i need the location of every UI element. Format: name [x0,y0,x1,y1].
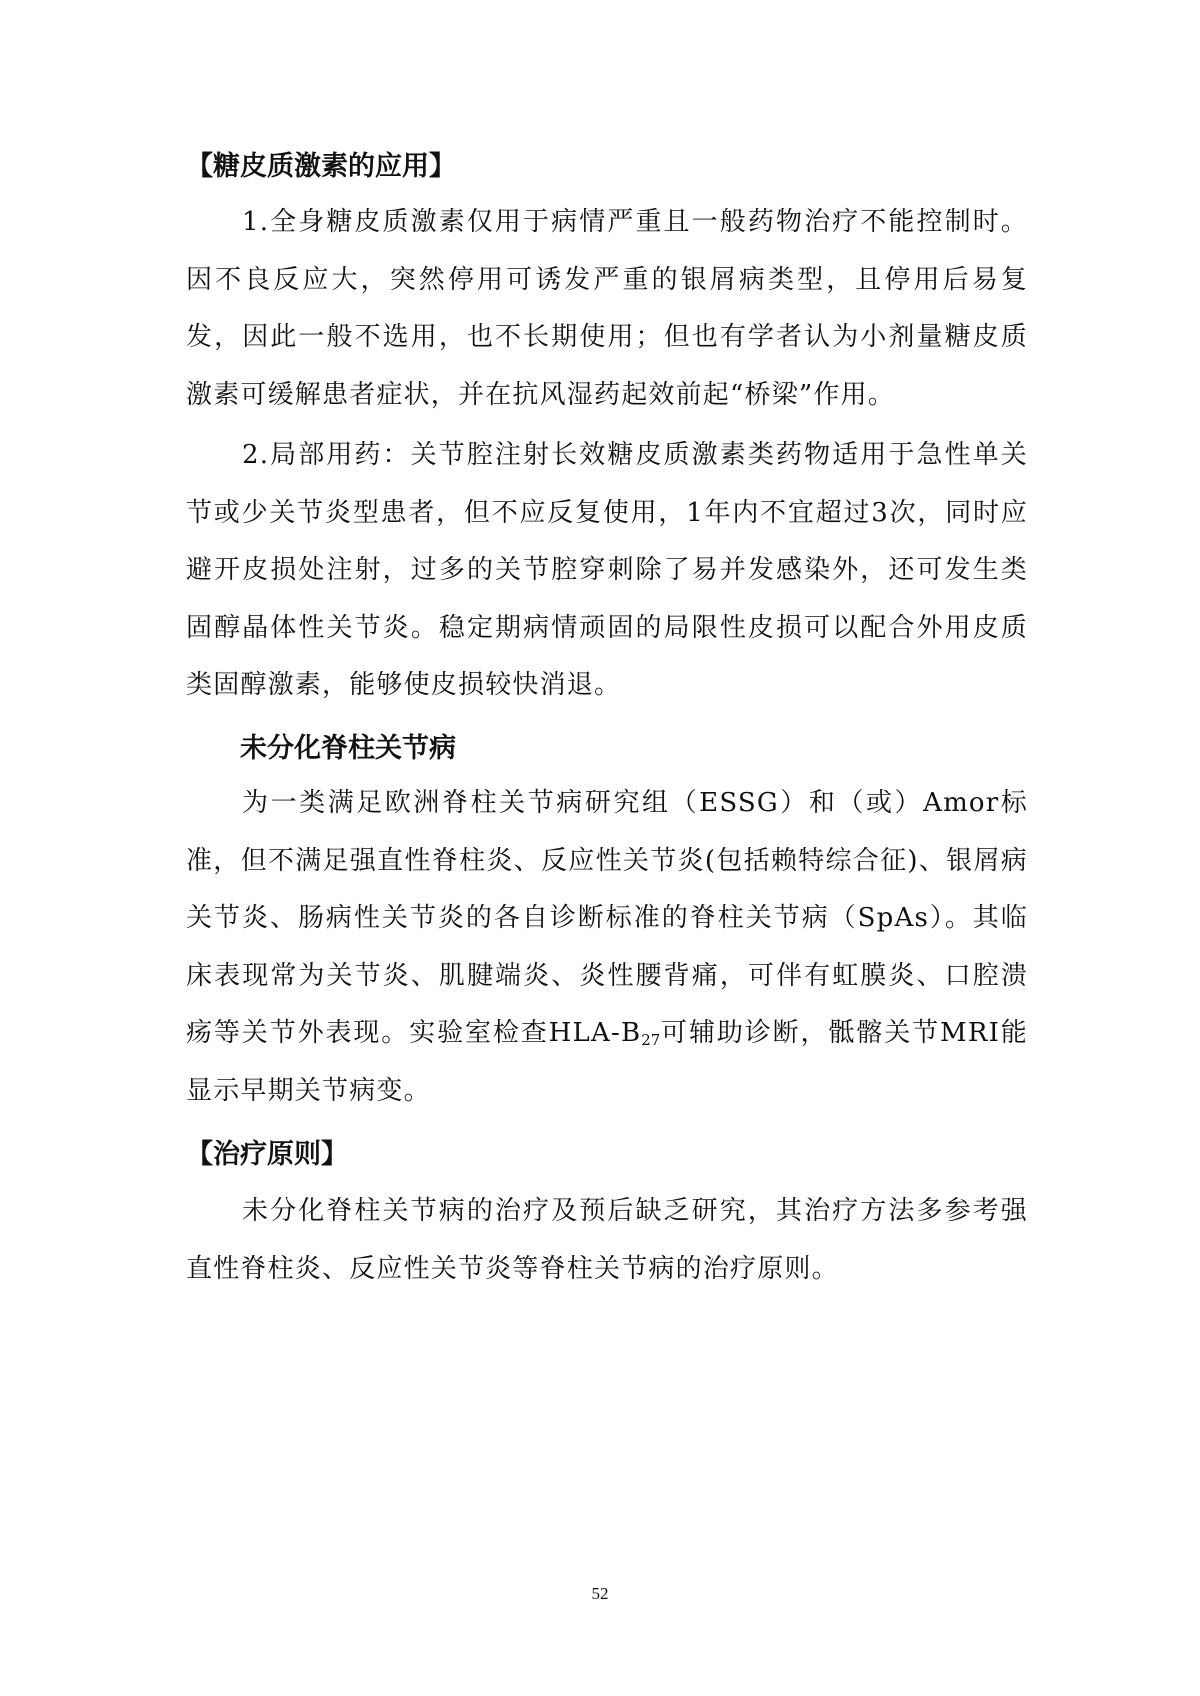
section-heading-glucocorticoid: 【糖皮质激素的应用】 [186,151,456,182]
paragraph-treatment-principle: 未分化脊柱关节病的治疗及预后缺乏研究，其治疗方法多参考强直性脊柱炎、反应性关节炎等脊柱关节病的治疗原则。 [186,1196,1028,1284]
uspa-subscript: 27 [641,1031,661,1049]
section-heading-treatment: 【治疗原则】 [186,1139,348,1170]
paragraph-undifferentiated-spa [186,775,1028,1120]
paragraph-systemic-glucocorticoid: 1.全身糖皮质激素仅用于病情严重且一般药物治疗不能控制时。因不良反应大，突然停用可诱发严重的银屑病类型，且停用后易复发，因此一般不选用，也不长期使用；但也有学者认为小剂量糖皮质激素可缓解患者症状，并在抗风湿药起效前起“桥梁”作用。 [186,207,1028,410]
uspa-text-part-1: 为一类满足欧洲脊柱关节病研究组（ESSG）和（或）Amor标准，但不满足强直性脊柱炎、反应性关节炎(包括赖特综合征)、银屑病关节炎、肠病性关节炎的各自诊断标准的脊柱关节病（SpAs）。其临床表现常为关节炎、肌腱端炎、炎性腰背痛，可伴有虹膜炎、口腔溃疡等关节外表现。实验室检查HLA-B [186,788,1028,1048]
page-number: 52 [591,1584,609,1603]
paragraph-local-medication: 2.局部用药：关节腔注射长效糖皮质激素类药物适用于急性单关节或少关节炎型患者，但不应反复使用，1年内不宜超过3次，同时应避开皮损处注射，过多的关节腔穿刺除了易并发感染外，还可发生类固醇晶体性关节炎。稳定期病情顽固的局限性皮损可以配合外用皮质类固醇激素，能够使皮损较快消退。 [186,440,1028,700]
uspa-text-part-2: 可辅助诊断，骶髂关节MRI能显示早期关节病变。 [186,1018,1028,1106]
section-heading-undifferentiated-spa: 未分化脊柱关节病 [240,733,456,764]
